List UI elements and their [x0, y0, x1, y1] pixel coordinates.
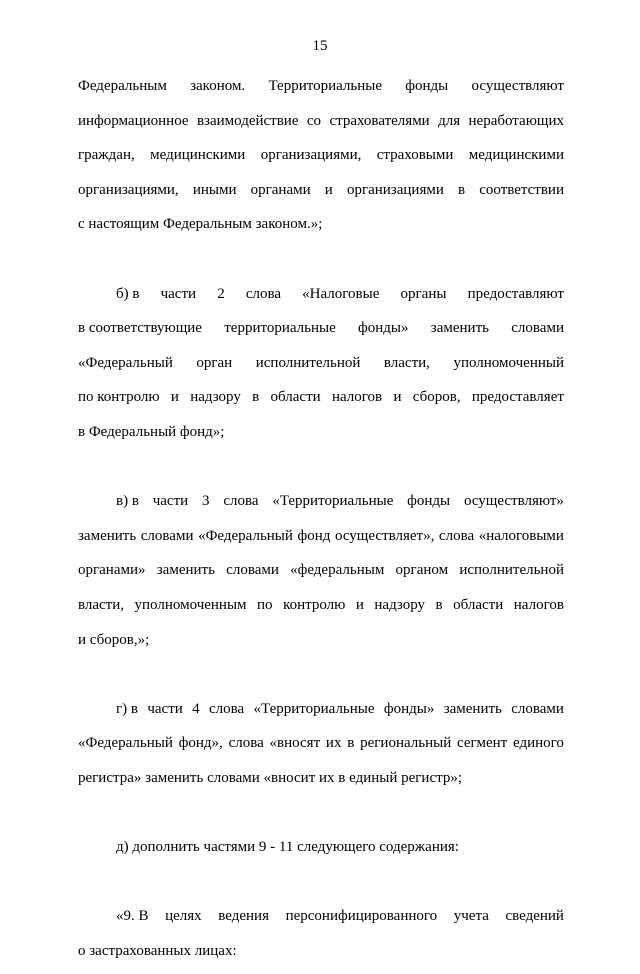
word: соответствии [479, 181, 564, 198]
paragraph [78, 836, 564, 871]
word: «Территориальные [272, 493, 394, 510]
document-body [78, 75, 564, 974]
word: органами [250, 181, 311, 198]
paragraph-gap [78, 871, 564, 906]
word: фонд», [178, 735, 223, 752]
word: в) в [116, 493, 139, 510]
paragraph-gap [78, 248, 564, 283]
paragraph-gap [78, 663, 564, 698]
word: в [435, 596, 443, 613]
word: законом. [190, 78, 246, 94]
word: организациями [346, 181, 444, 198]
word: налогов [331, 389, 383, 406]
word: граждан, [78, 147, 135, 164]
line-text: о застрахованных лицах: [78, 942, 237, 959]
word: их [325, 735, 342, 752]
word: неработающих [468, 112, 564, 129]
paragraph-gap [78, 456, 564, 491]
text-line [78, 732, 564, 767]
word: власти, [383, 354, 430, 371]
text-line [78, 940, 564, 974]
word: в соответствующие [78, 320, 202, 337]
word: орган [196, 354, 233, 371]
word: уполномоченным [134, 596, 247, 613]
text-line [78, 213, 564, 248]
word: сведений [505, 908, 564, 925]
word: фонды» [383, 700, 435, 717]
word: страхователями [329, 112, 430, 129]
text-line [78, 283, 564, 318]
text-line [78, 836, 564, 871]
word: региональный [360, 735, 452, 752]
word: со [306, 112, 322, 129]
word: учета [453, 908, 489, 925]
line-text: и сборов,»; [78, 631, 150, 648]
text-line [78, 317, 564, 352]
word: медицинскими [468, 147, 564, 164]
word: области [270, 389, 321, 406]
paragraph [78, 698, 564, 802]
word: части [147, 700, 183, 717]
word: информационное [78, 112, 189, 129]
word: фонды [405, 78, 449, 94]
word: 4 [192, 700, 200, 717]
word: осуществляют» [463, 493, 564, 510]
paragraph-gap [78, 801, 564, 836]
word: органом [395, 562, 449, 579]
word: исполнительной [459, 562, 564, 579]
word: части [152, 493, 189, 510]
word: уполномоченный [453, 354, 564, 371]
text-line [78, 767, 564, 802]
text-line [78, 490, 564, 525]
word: «вносят [269, 735, 321, 752]
text-line [78, 629, 564, 664]
word: органы [400, 285, 447, 302]
word: в [458, 181, 466, 198]
text-line [78, 421, 564, 456]
text-line [78, 352, 564, 387]
word: слова [223, 493, 259, 510]
word: г) в [116, 700, 138, 717]
word: словами [140, 527, 194, 544]
word: осуществляет», [334, 527, 435, 544]
word: части [160, 285, 197, 302]
word: 2 [217, 285, 225, 302]
text-line [78, 386, 564, 421]
word: по [257, 596, 273, 613]
word: единого [512, 735, 564, 752]
word: заменить [430, 320, 489, 337]
word: персонифицированного [285, 908, 438, 925]
paragraph [78, 905, 564, 974]
word: области [453, 596, 504, 613]
word: заменить [156, 562, 215, 579]
word: надзору [374, 596, 426, 613]
paragraph [78, 75, 564, 248]
word: целях [165, 908, 202, 925]
text-line [78, 144, 564, 179]
word: «Территориальные [253, 700, 375, 717]
word: слова [438, 527, 475, 544]
word: «Федеральный [78, 735, 173, 752]
word: контролю [283, 596, 346, 613]
text-line [78, 75, 564, 110]
line-text: с настоящим Федеральным законом.»; [78, 216, 323, 233]
text-line [78, 110, 564, 145]
word: надзору [190, 389, 241, 406]
text-line [78, 905, 564, 940]
word: сборов, [412, 389, 461, 406]
word: для [438, 112, 461, 129]
line-text: регистра» заменить словами «вносит их в единый регистр»; [78, 769, 463, 786]
word: организациями, [78, 181, 179, 198]
paragraph [78, 283, 564, 456]
word: исполнительной [255, 354, 361, 371]
word: власти, [78, 596, 125, 613]
word: территориальные [224, 320, 336, 337]
word: «налоговыми [478, 527, 564, 544]
word: в [252, 389, 260, 406]
word: фонды» [358, 320, 409, 337]
word: сегмент [457, 735, 508, 752]
text-line [78, 559, 564, 594]
word: слова [245, 285, 282, 302]
word: «9. В [116, 908, 149, 925]
word: Территориальные [268, 78, 382, 94]
word: и [170, 389, 179, 406]
line-text: в Федеральный фонд»; [78, 423, 225, 440]
word: словами [511, 320, 564, 337]
word: заменить [443, 700, 502, 717]
word: медицинскими [150, 147, 246, 164]
word: слова [208, 700, 245, 717]
word: и [355, 596, 364, 613]
paragraph [78, 490, 564, 663]
word: Федеральным [78, 78, 167, 94]
word: осуществляют [471, 78, 564, 94]
page-number: 15 [312, 38, 328, 54]
word: налогов [513, 596, 564, 613]
word: «Федеральный [78, 354, 173, 371]
word: «федеральным [290, 562, 385, 579]
word: и [393, 389, 402, 406]
word: по контролю [78, 389, 160, 406]
word: взаимодействие [196, 112, 299, 129]
text-line [78, 179, 564, 214]
word: 3 [202, 493, 210, 510]
word: предоставляют [467, 285, 564, 302]
word: заменить [78, 527, 137, 544]
word: страховыми [376, 147, 454, 164]
word: организациями, [260, 147, 362, 164]
line-text: д) дополнить частями 9 - 11 следующего содержания: [116, 839, 459, 856]
word: «Федеральный [198, 527, 293, 544]
word: предоставляет [471, 389, 564, 406]
word: и [324, 181, 333, 198]
word: б) в [116, 285, 140, 302]
text-line [78, 698, 564, 733]
word: органами» [78, 562, 146, 579]
word: словами [226, 562, 279, 579]
word: ведения [218, 908, 269, 925]
word: фонд [297, 527, 331, 544]
word: «Налоговые [302, 285, 380, 302]
word: слова [228, 735, 264, 752]
word: иными [192, 181, 237, 198]
text-line [78, 525, 564, 560]
word: в [347, 735, 355, 752]
word: словами [511, 700, 564, 717]
word: фонды [407, 493, 451, 510]
text-line [78, 594, 564, 629]
